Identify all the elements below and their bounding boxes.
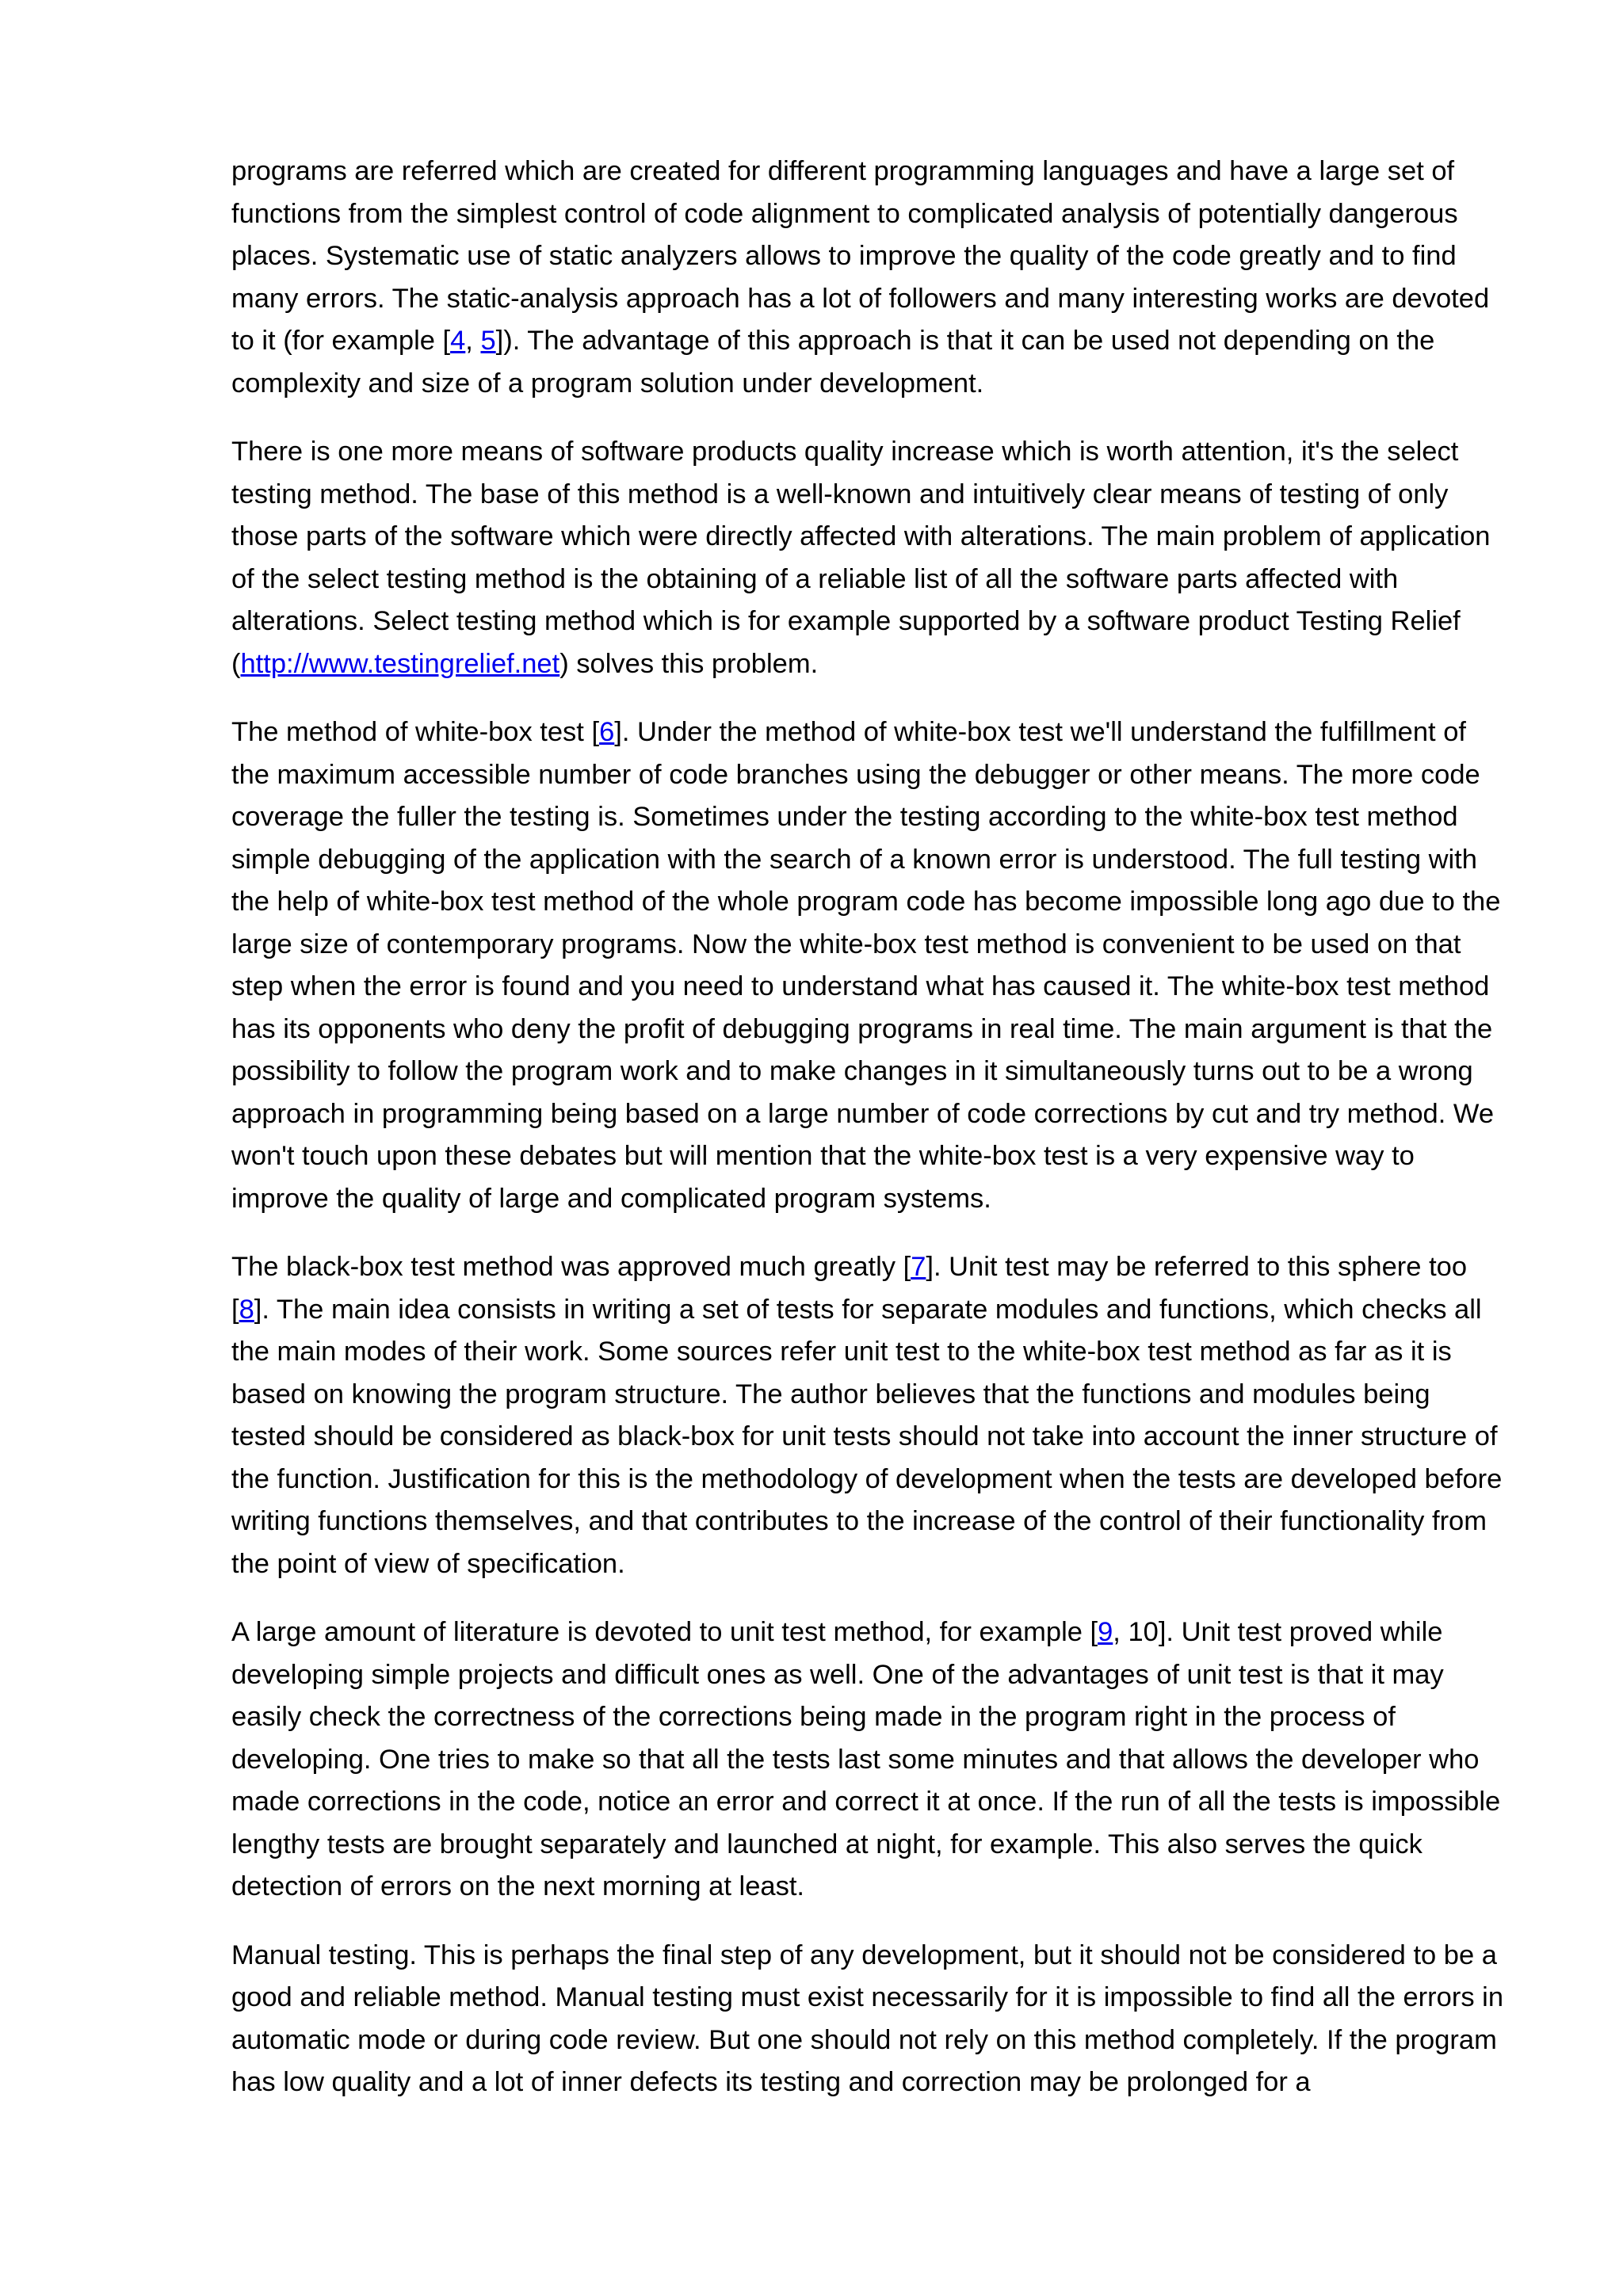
- paragraph-text: , 10]. Unit test proved while developing simple projects and difficult ones as well. One of the advantages of unit test is that it may easily check the correctness of the corrections being made in the program right in the process of developing. One tries to make so that all the tests last some minutes and that allows the developer who made corrections in the code, notice an error and correct it at once. If the run of all the tests is impossible lengthy tests are brought separately and launched at night, for example. This also serves the quick detection of errors on the next morning at least.: [231, 1617, 1501, 1901]
- paragraph-text: programs are referred which are created for different programming languages and have a large set of functions from the simplest control of code alignment to complicated analysis of potentially dangerous places. Systematic use of static analyzers allows to improve the quality of the code greatly and to find many errors. The static-analysis approach has a lot of followers and many interesting works are devoted to it (for example [: [231, 156, 1490, 356]
- citation-link-4[interactable]: 4: [450, 326, 466, 356]
- paragraph-text: ]. Unit test may be referred to this sphere too [: [231, 1252, 1468, 1325]
- citation-link-9[interactable]: 9: [1098, 1617, 1113, 1647]
- paragraph-text: ]). The advantage of this approach is that it can be used not depending on the complexity and size of a program solution under development.: [231, 326, 1435, 399]
- paragraph-unit-test: [231, 1611, 1509, 1909]
- paragraph-text: There is one more means of software products quality increase which is worth attention, it's the select testing method. The base of this method is a well-known and intuitively clear means of testing of only those parts of the software which were directly affected with alterations. The main problem of application of the select testing method is the obtaining of a reliable list of all the software parts affected with alterations. Select testing method which is for example supported by a software product Testing Relief (: [231, 437, 1491, 679]
- paragraph-black-box: [231, 1246, 1509, 1585]
- paragraph-white-box: [231, 711, 1509, 1220]
- paragraph-static-analysis: [231, 151, 1509, 405]
- paragraph-manual-testing: [231, 1935, 1509, 2104]
- paragraph-text: ,: [465, 326, 481, 356]
- citation-link-7[interactable]: 7: [911, 1252, 926, 1282]
- paragraph-text: ) solves this problem.: [559, 648, 819, 679]
- paragraph-text: ]. The main idea consists in writing a set of tests for separate modules and functions, which checks all the main modes of their work. Some sources refer unit test to the white-box test method as far as it is based on knowing the program structure. The author believes that the functions and modules being tested should be considered as black-box for unit tests should not take into account the inner structure of the function. Justification for this is the methodology of development when the tests are developed before writing functions themselves, and that contributes to the increase of the control of their functionality from the point of view of specification.: [231, 1294, 1503, 1579]
- citation-link-5[interactable]: 5: [480, 326, 496, 356]
- document-page: [231, 151, 1509, 2130]
- paragraph-text: Manual testing. This is perhaps the final step of any development, but it should not be considered to be a good and reliable method. Manual testing must exist necessarily for it is impossible to find all the errors in automatic mode or during code review. But one should not rely on this method completely. If the program has low quality and a lot of inner defects its testing and correction may be prolonged for a: [231, 1939, 1504, 2097]
- citation-link-8[interactable]: 8: [239, 1294, 254, 1325]
- paragraph-text: A large amount of literature is devoted to unit test method, for example [: [231, 1617, 1098, 1647]
- paragraph-text: The method of white-box test [: [231, 717, 600, 747]
- paragraph-text: The black-box test method was approved much greatly [: [231, 1252, 911, 1282]
- citation-link-6[interactable]: 6: [599, 717, 615, 747]
- testingrelief-link[interactable]: http://www.testingrelief.net: [240, 648, 560, 679]
- paragraph-text: ]. Under the method of white-box test we'll understand the fulfillment of the maximum accessible number of code branches using the debugger or other means. The more code coverage the fuller the testing is. Sometimes under the testing according to the white-box test method simple debugging of the application with the search of a known error is understood. The full testing with the help of white-box test method of the whole program code has become impossible long ago due to the large size of contemporary programs. Now the white-box test method is convenient to be used on that step when the error is found and you need to understand what has caused it. The white-box test method has its opponents who deny the profit of debugging programs in real time. The main argument is that the possibility to follow the program work and to make changes in it simultaneously turns out to be a wrong approach in programming being based on a large number of code corrections by cut and try method. We won't touch upon these debates but will mention that the white-box test is a very expensive way to improve the quality of large and complicated program systems.: [231, 717, 1501, 1214]
- paragraph-select-testing: [231, 431, 1509, 685]
